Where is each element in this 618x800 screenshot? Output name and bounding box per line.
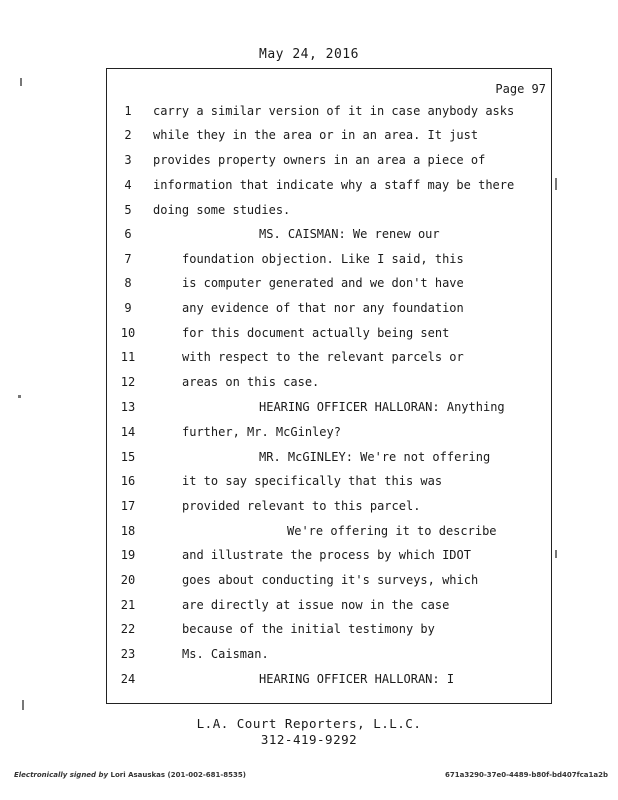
line-number: 4 [124,178,132,192]
line-number: 15 [120,450,136,464]
transcript-line [0,672,618,692]
scan-mark [555,178,557,190]
line-text: it to say specifically that this was [182,474,443,488]
line-number: 18 [120,524,136,538]
transcript-line [0,474,618,494]
transcript-line [0,104,618,124]
line-text: provided relevant to this parcel. [182,499,421,513]
transcript-line [0,128,618,148]
line-number: 19 [120,548,136,562]
transcript-line [0,450,618,470]
line-text: further, Mr. McGinley? [182,425,341,439]
line-text: because of the initial testimony by [182,622,435,636]
line-number: 11 [120,350,136,364]
transcript-line [0,326,618,346]
transcript-line [0,301,618,321]
line-number: 16 [120,474,136,488]
line-text: MS. CAISMAN: We renew our [259,227,440,241]
line-text: while they in the area or in an area. It just [153,128,479,142]
transcript-line [0,647,618,667]
line-text: provides property owners in an area a piece of [153,153,486,167]
line-number: 5 [124,203,132,217]
line-number: 24 [120,672,136,686]
line-text: carry a similar version of it in case anybody asks [153,104,515,118]
line-text: for this document actually being sent [182,326,450,340]
document-id: 671a3290-37e0-4489-b80f-bd407fca1a2b [445,771,608,779]
page-number: Page 97 [495,82,546,96]
transcript-line [0,425,618,445]
transcript-line [0,203,618,223]
line-text: MR. McGINLEY: We're not offering [259,450,491,464]
line-text: any evidence of that nor any foundation [182,301,464,315]
line-text: We're offering it to describe [287,524,497,538]
line-number: 14 [120,425,136,439]
line-text: Ms. Caisman. [182,647,269,661]
court-reporter-name: L.A. Court Reporters, L.L.C. [196,716,422,731]
transcript-line [0,622,618,642]
transcript-date: May 24, 2016 [259,47,359,62]
line-text: are directly at issue now in the case [182,598,450,612]
line-text: information that indicate why a staff may be there [153,178,515,192]
line-number: 6 [124,227,132,241]
scan-mark [20,78,22,86]
line-number: 12 [120,375,136,389]
transcript-line [0,499,618,519]
electronic-signature [14,771,246,779]
line-number: 7 [124,252,132,266]
line-text: areas on this case. [182,375,320,389]
court-reporter-phone: 312-419-9292 [260,732,358,747]
line-text: and illustrate the process by which IDOT [182,548,471,562]
scan-mark [22,700,24,710]
line-number: 20 [120,573,136,587]
line-number: 10 [120,326,136,340]
transcript-line [0,524,618,544]
line-number: 21 [120,598,136,612]
line-number: 2 [124,128,132,142]
line-text: is computer generated and we don't have [182,276,464,290]
line-text: HEARING OFFICER HALLORAN: I [259,672,455,686]
signature-prefix: Electronically signed by [14,771,109,779]
transcript-line [0,400,618,420]
line-number: 8 [124,276,132,290]
line-number: 1 [124,104,132,118]
transcript-line [0,227,618,247]
line-number: 3 [124,153,132,167]
line-text: HEARING OFFICER HALLORAN: Anything [259,400,505,414]
transcript-line [0,350,618,370]
transcript-line [0,276,618,296]
transcript-line [0,252,618,272]
line-text: goes about conducting it's surveys, which [182,573,479,587]
transcript-line [0,598,618,618]
line-text: with respect to the relevant parcels or [182,350,464,364]
line-text: doing some studies. [153,203,291,217]
line-number: 23 [120,647,136,661]
transcript-line [0,178,618,198]
scan-mark [555,550,557,558]
transcript-line [0,153,618,173]
line-number: 9 [124,301,132,315]
line-number: 13 [120,400,136,414]
scan-mark [18,395,21,398]
transcript-line [0,548,618,568]
line-number: 22 [120,622,136,636]
transcript-line [0,375,618,395]
signature-name: Lori Asauskas (201-002-681-8535) [110,771,246,779]
transcript-line [0,573,618,593]
line-number: 17 [120,499,136,513]
line-text: foundation objection. Like I said, this [182,252,464,266]
